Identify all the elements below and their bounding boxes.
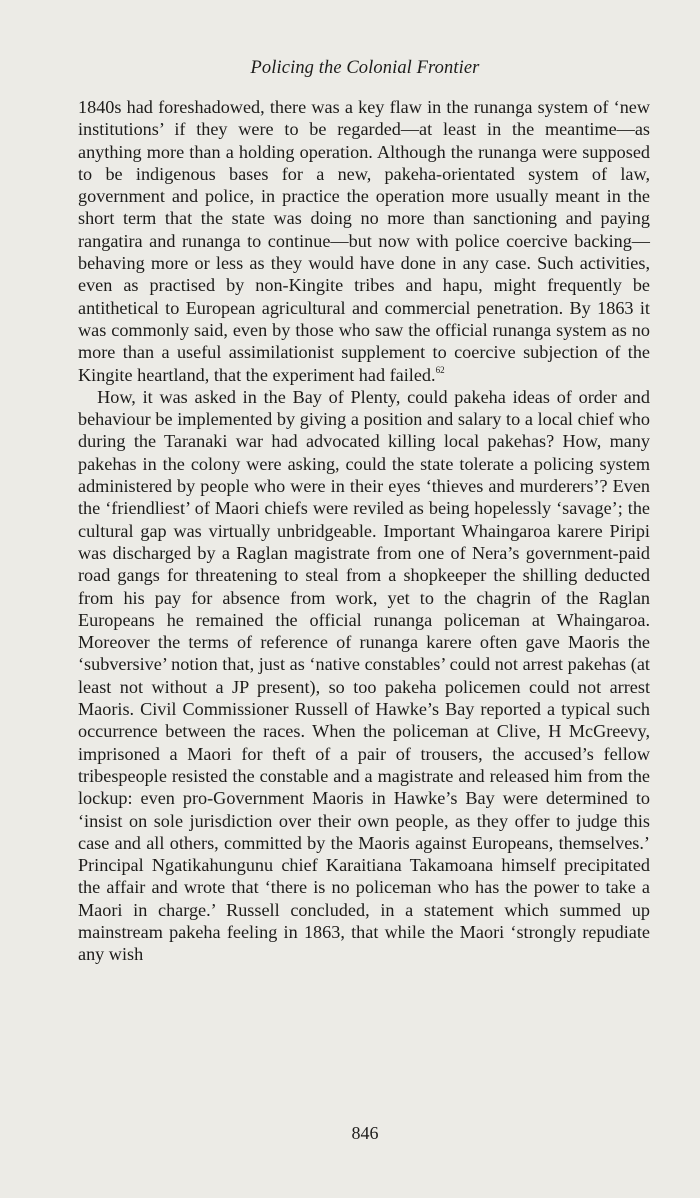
paragraph-2 bbox=[78, 386, 650, 966]
paragraph-text: 1840s had foreshadowed, there was a key flaw in the runanga system of ‘new institutions’ if they were to be regarded—at least in the meantime—as anything more than a holding operation. Although the runanga were supposed to be indigenous bases for a new, pakeha-orientated system of law, government and police, in practice the operation more usually meant in the short term that the state was doing no more than sanctioning and paying rangatira and runanga to continue—but now with police coercive backing— behaving more or less as they would have done in any case. Such activities, even as practised by non-Kingite tribes and hapu, might frequently be antithetical to European agricultural and commercial penetration. By 1863 it was commonly said, even by those who saw the official runanga system as no more than a useful assimilationist supplement to coercive subjection of the Kingite heartland, that the experiment had failed. bbox=[78, 97, 650, 385]
page-number: 846 bbox=[351, 1123, 379, 1143]
running-head: Policing the Colonial Frontier bbox=[250, 58, 480, 78]
footnote-reference: 62 bbox=[435, 364, 445, 375]
paragraph-1 bbox=[78, 96, 650, 386]
paragraph-text: How, it was asked in the Bay of Plenty, could pakeha ideas of order and behaviour be implemented by giving a position and salary to a local chief who during the Taranaki war had advocated killing local pakehas? How, many pakehas in the colony were asking, could the state tolerate a policing system administered by people who were in their eyes ‘thieves and murderers’? Even the ‘friendliest’ of Maori chiefs were reviled as being hopelessly ‘savage’; the cultural gap was virtually unbridgeable. Important Whaingaroa karere Piripi was discharged by a Raglan magistrate from one of Nera’s government-paid road gangs for threatening to steal from a shopkeeper the shilling deducted from his pay for absence from work, yet to the chagrin of the Raglan Europeans he remained the official runanga policeman at Whaingaroa. Moreover the terms of reference of runanga karere often gave Maoris the ‘subversive’ notion that, just as ‘native constables’ could not arrest pakehas (at least not without a JP present), so too pakeha policemen could not arrest Maoris. Civil Commissioner Russell of Hawke’s Bay reported a typical such occurrence between the races. When the policeman at Clive, H McGreevy, imprisoned a Maori for theft of a pair of trousers, the accused’s fellow tribespeople resisted the constable and a magistrate and released him from the lockup: even pro-Government Maoris in Hawke’s Bay were determined to ‘insist on sole jurisdiction over their own people, as they offer to judge this case and all others, committed by the Maoris against Europeans, themselves.’ Principal Ngatikahungunu chief Karaitiana Takamoana himself precipitated the affair and wrote that ‘there is no policeman who has the power to take a Maori in charge.’ Russell concluded, in a statement which summed up mainstream pakeha feeling in 1863, that while the Maori ‘strongly repudiate any wish bbox=[78, 386, 650, 965]
body-text bbox=[78, 96, 650, 966]
